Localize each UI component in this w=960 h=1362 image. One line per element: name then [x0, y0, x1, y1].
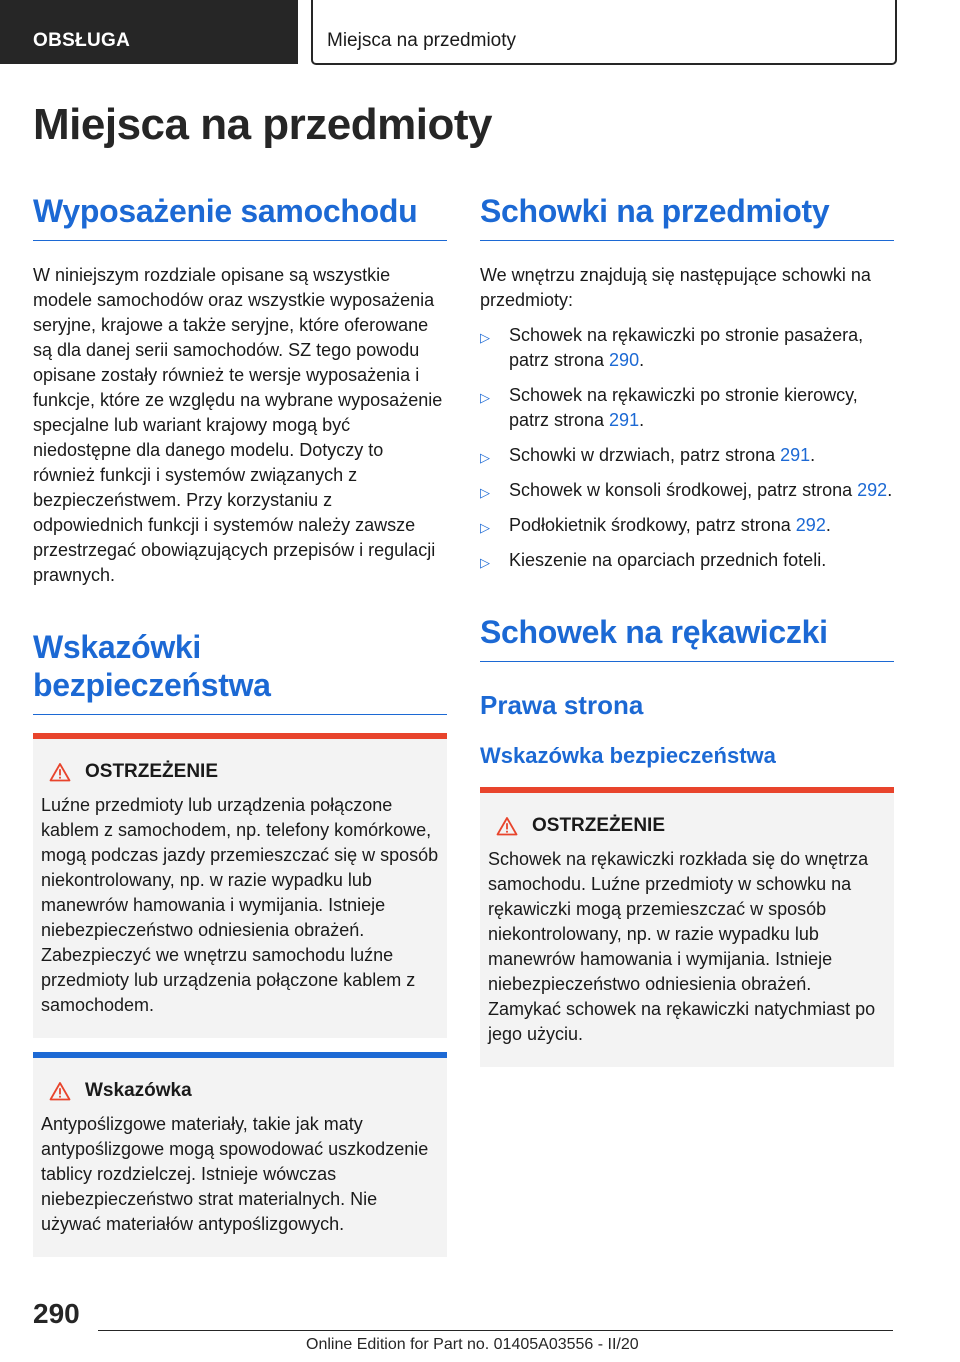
- glovebox-warning-box: [480, 787, 894, 1067]
- header-chapter-label: Miejsca na przedmioty: [327, 30, 517, 51]
- list-item: [480, 513, 894, 538]
- warning-box-title-row: [49, 761, 439, 783]
- header-section-label: OBSŁUGA: [33, 30, 131, 51]
- triangle-bullet-icon: ▷: [480, 555, 490, 570]
- header-section-tab: [0, 0, 298, 64]
- footer-rule: [98, 1330, 893, 1331]
- left-column: [33, 192, 447, 1257]
- storage-list: [480, 323, 894, 573]
- page-number: 290: [33, 1298, 80, 1329]
- page-link[interactable]: 291: [780, 445, 811, 465]
- warning-triangle-icon: [49, 1081, 71, 1101]
- list-item-end: .: [639, 350, 645, 370]
- warning-triangle-icon: [49, 762, 71, 782]
- right-column: [480, 192, 894, 1067]
- note-box: [33, 1052, 447, 1257]
- note-title: Wskazówka: [85, 1080, 192, 1101]
- note-box-title-row: [49, 1080, 439, 1102]
- warning-triangle-icon: [496, 816, 518, 836]
- glovebox-warning-title: OSTRZEŻENIE: [532, 815, 666, 836]
- glovebox-warning-title-row: [496, 815, 886, 837]
- heading-equipment: Wyposażenie samochodu: [33, 192, 447, 241]
- heading-storage: Schowki na przedmioty: [480, 192, 894, 241]
- list-item-text: Schowek na rękawiczki po stronie pasażera, patrz strona: [509, 325, 864, 370]
- glovebox-warning-text: Schowek na rękawiczki rozkłada się do wnętrza samochodu. Luźne przedmioty w schowku na rękawiczki mogą przemieszczać w sposób niekontrolowany, np. w razie wypadku lub manewrów hamowania i wymijania. Istnieje niebezpieczeństwo odniesienia obrażeń. Zamykać schowek na rękawiczki natychmiast po jego użyciu.: [488, 849, 876, 1044]
- heading-safety-note: Wskazówka bezpieczeństwa: [480, 743, 776, 768]
- triangle-bullet-icon: ▷: [480, 390, 490, 405]
- page-link[interactable]: 292: [857, 480, 888, 500]
- header-chapter-tab: [311, 0, 897, 65]
- warning-text: Luźne przedmioty lub urządzenia połączone kablem z samochodem, np. telefony komórkowe, mogą podczas jazdy przemieszczać się w sposób niekontrolowany, np. w razie wypadku lub manewrów hamowania i wymijania. Istnieje niebezpieczeństwo odniesienia obrażeń. Zabezpieczyć we wnętrzu samochodu luźne przedmioty lub urządzenia połączone kablem z samochodem.: [41, 795, 439, 1015]
- equipment-paragraph: W niniejszym rozdziale opisane są wszystkie modele samochodów oraz wszystkie wyposażenia seryjne, krajowe a także seryjne, które oferowane są dla danej serii samochodów. SZ tego powodu opisane zostały również te wersje wyposażenia i funkcje, które ze względu na wybrane wyposażenie specjalne lub wariant krajowy mogą być niedostępne dla danego modelu. Dotyczy to również funkcji i systemów związanych z bezpieczeństwem. Przy korzystaniu z odpowiednich funkcji i systemów należy zawsze przestrzegać obowiązujących przepisów i regulacji prawnych.: [33, 265, 443, 585]
- list-item-text: Schowek w konsoli środkowej, patrz strona: [509, 480, 858, 500]
- heading-safety-rule: [33, 714, 447, 715]
- triangle-bullet-icon: ▷: [480, 485, 490, 500]
- triangle-bullet-icon: ▷: [480, 330, 490, 345]
- heading-safety-notes: Wskazówki bezpieczeństwa: [33, 629, 271, 703]
- list-item-text: Schowek na rękawiczki po stronie kierowcy, patrz strona: [509, 385, 858, 430]
- warning-title: OSTRZEŻENIE: [85, 761, 219, 782]
- page-title: Miejsca na przedmioty: [33, 100, 492, 149]
- storage-intro: We wnętrzu znajdują się następujące schowki na przedmioty:: [480, 265, 871, 310]
- note-text: Antypoślizgowe materiały, takie jak maty antypoślizgowe mogą spowodować uszkodzenie tablicy rozdzielczej. Istnieje wówczas niebezpieczeństwo strat materialnych. Nie używać materiałów antypoślizgowych.: [41, 1114, 429, 1234]
- page-link[interactable]: 291: [609, 410, 640, 430]
- heading-right-side: Prawa strona: [480, 690, 644, 720]
- list-item-end: .: [887, 480, 893, 500]
- page-link[interactable]: 290: [609, 350, 640, 370]
- list-item-text: Podłokietnik środkowy, patrz strona: [509, 515, 796, 535]
- list-item: [480, 548, 894, 573]
- page-link[interactable]: 292: [795, 515, 826, 535]
- list-item-text: Kieszenie na oparciach przednich foteli.: [509, 550, 827, 570]
- triangle-bullet-icon: ▷: [480, 520, 490, 535]
- list-item-text: Schowki w drzwiach, patrz strona: [509, 445, 781, 465]
- list-item: [480, 323, 894, 373]
- list-item-end: .: [639, 410, 645, 430]
- triangle-bullet-icon: ▷: [480, 450, 490, 465]
- warning-box: [33, 733, 447, 1038]
- heading-glovebox: Schowek na rękawiczki: [480, 613, 894, 662]
- edition-note: Online Edition for Part no. 01405A03556 - II/20: [306, 1336, 639, 1353]
- list-item: [480, 383, 894, 433]
- list-item-end: .: [825, 515, 831, 535]
- list-item: [480, 443, 894, 468]
- list-item: [480, 478, 894, 503]
- list-item-end: .: [810, 445, 816, 465]
